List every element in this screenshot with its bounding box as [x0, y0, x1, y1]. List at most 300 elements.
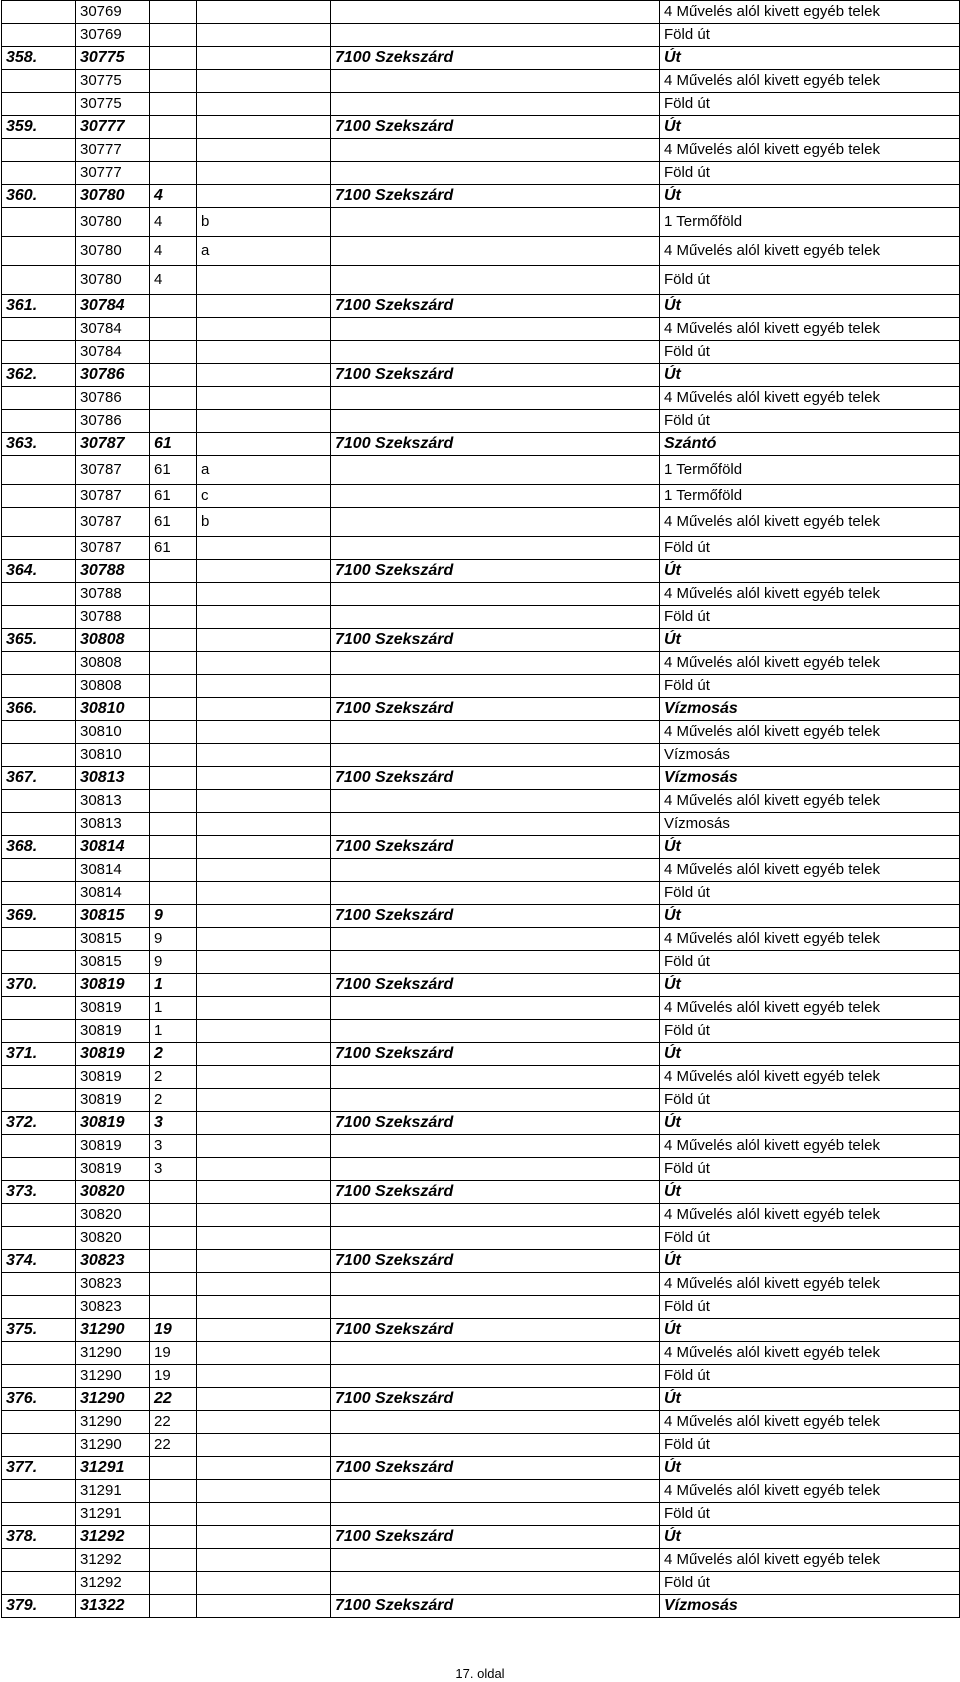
land-use: Vízmosás [660, 744, 960, 767]
parcel-number: 30775 [76, 47, 150, 70]
parcel-number: 30814 [76, 836, 150, 859]
item-number-empty [2, 208, 76, 237]
item-number-empty [2, 1365, 76, 1388]
parcel-number: 30819 [76, 997, 150, 1020]
parcel-spacer [197, 974, 331, 997]
parcel-sub-a [150, 767, 197, 790]
land-use: Út [660, 974, 960, 997]
parcel-number: 30815 [76, 951, 150, 974]
item-number: 371. [2, 1043, 76, 1066]
location-empty [331, 318, 660, 341]
location-empty [331, 721, 660, 744]
location-empty [331, 537, 660, 560]
parcel-sub-a [150, 318, 197, 341]
land-use: 1 Termőföld [660, 485, 960, 508]
parcel-number: 30815 [76, 928, 150, 951]
land-use: Föld út [660, 951, 960, 974]
parcel-sub-b [197, 1342, 331, 1365]
parcel-spacer [197, 433, 331, 456]
parcel-number: 30787 [76, 433, 150, 456]
parcel-header-row [2, 433, 960, 456]
land-use: Föld út [660, 537, 960, 560]
item-number-empty [2, 24, 76, 47]
parcel-number: 30823 [76, 1296, 150, 1319]
parcel-number: 30787 [76, 456, 150, 485]
parcel-header-row [2, 185, 960, 208]
parcel-number: 30780 [76, 185, 150, 208]
item-number-empty [2, 1572, 76, 1595]
parcel-sub-a [150, 70, 197, 93]
item-number-empty [2, 1342, 76, 1365]
item-number-empty [2, 387, 76, 410]
land-use: Út [660, 1112, 960, 1135]
item-number: 358. [2, 47, 76, 70]
item-number-empty [2, 1273, 76, 1296]
parcel-sub-a [150, 364, 197, 387]
item-number-empty [2, 70, 76, 93]
parcel-number: 31290 [76, 1319, 150, 1342]
parcel-spacer [197, 1250, 331, 1273]
item-number-empty [2, 508, 76, 537]
parcel-number: 31292 [76, 1526, 150, 1549]
location-empty [331, 652, 660, 675]
parcel-number: 31292 [76, 1572, 150, 1595]
location: 7100 Szekszárd [331, 1112, 660, 1135]
parcel-number: 30808 [76, 629, 150, 652]
parcel-sub-a: 61 [150, 508, 197, 537]
parcel-sub-a [150, 882, 197, 905]
parcel-number: 30814 [76, 859, 150, 882]
parcel-detail-row [2, 139, 960, 162]
parcel-sub-a [150, 859, 197, 882]
parcel-sub-a: 3 [150, 1158, 197, 1181]
parcel-sub-b [197, 341, 331, 364]
parcel-header-row [2, 560, 960, 583]
parcel-sub-b [197, 882, 331, 905]
parcel-spacer [197, 767, 331, 790]
parcel-detail-row [2, 208, 960, 237]
parcel-sub-a: 22 [150, 1434, 197, 1457]
land-use: Föld út [660, 1572, 960, 1595]
parcel-number: 30810 [76, 698, 150, 721]
item-number-empty [2, 721, 76, 744]
parcel-sub-a [150, 1480, 197, 1503]
land-use: 4 Művelés alól kivett egyéb telek [660, 1480, 960, 1503]
parcel-sub-b: a [197, 237, 331, 266]
location: 7100 Szekszárd [331, 364, 660, 387]
parcel-sub-b [197, 1020, 331, 1043]
location-empty [331, 882, 660, 905]
land-use: 1 Termőföld [660, 456, 960, 485]
parcel-sub-b [197, 1434, 331, 1457]
parcel-spacer [197, 1457, 331, 1480]
land-use: Föld út [660, 1227, 960, 1250]
land-use: 4 Művelés alól kivett egyéb telek [660, 1549, 960, 1572]
land-use: Út [660, 1457, 960, 1480]
location: 7100 Szekszárd [331, 116, 660, 139]
parcel-detail-row [2, 93, 960, 116]
land-use: Út [660, 560, 960, 583]
item-number: 374. [2, 1250, 76, 1273]
parcel-detail-row [2, 928, 960, 951]
land-use: Föld út [660, 675, 960, 698]
location: 7100 Szekszárd [331, 1388, 660, 1411]
parcel-sub-a [150, 1181, 197, 1204]
item-number: 359. [2, 116, 76, 139]
parcel-sub-a: 3 [150, 1135, 197, 1158]
land-use: Út [660, 836, 960, 859]
item-number: 373. [2, 1181, 76, 1204]
parcel-sub-a [150, 162, 197, 185]
item-number-empty [2, 93, 76, 116]
parcel-sub-b [197, 1411, 331, 1434]
location-empty [331, 1434, 660, 1457]
location: 7100 Szekszárd [331, 1457, 660, 1480]
location: 7100 Szekszárd [331, 1595, 660, 1618]
item-number: 375. [2, 1319, 76, 1342]
parcel-sub-b [197, 790, 331, 813]
parcel-sub-b [197, 721, 331, 744]
item-number: 377. [2, 1457, 76, 1480]
item-number: 364. [2, 560, 76, 583]
parcel-header-row [2, 629, 960, 652]
land-use: Vízmosás [660, 1595, 960, 1618]
location-empty [331, 928, 660, 951]
land-use: Út [660, 1250, 960, 1273]
parcel-sub-b [197, 675, 331, 698]
land-use: Föld út [660, 1089, 960, 1112]
parcel-sub-b [197, 1227, 331, 1250]
item-number-empty [2, 882, 76, 905]
land-use: Út [660, 1181, 960, 1204]
land-use: 4 Művelés alól kivett egyéb telek [660, 721, 960, 744]
parcel-sub-a [150, 341, 197, 364]
location-empty [331, 1020, 660, 1043]
parcel-sub-a [150, 387, 197, 410]
parcel-number: 30819 [76, 1066, 150, 1089]
parcel-header-row [2, 698, 960, 721]
land-use: 4 Művelés alól kivett egyéb telek [660, 1066, 960, 1089]
location: 7100 Szekszárd [331, 767, 660, 790]
parcel-sub-b [197, 93, 331, 116]
parcel-spacer [197, 836, 331, 859]
item-number: 366. [2, 698, 76, 721]
land-use: Föld út [660, 1365, 960, 1388]
land-use: 4 Művelés alól kivett egyéb telek [660, 583, 960, 606]
parcel-sub-b [197, 583, 331, 606]
item-number: 372. [2, 1112, 76, 1135]
parcel-sub-a: 2 [150, 1089, 197, 1112]
parcel-header-row [2, 1250, 960, 1273]
parcel-detail-row [2, 1135, 960, 1158]
parcel-detail-row [2, 951, 960, 974]
parcel-sub-a [150, 813, 197, 836]
parcel-number: 30788 [76, 606, 150, 629]
location-empty [331, 1158, 660, 1181]
item-number-empty [2, 951, 76, 974]
parcel-spacer [197, 116, 331, 139]
parcel-number: 30808 [76, 652, 150, 675]
location-empty [331, 675, 660, 698]
parcel-detail-row [2, 70, 960, 93]
parcel-detail-row [2, 162, 960, 185]
parcel-number: 30819 [76, 1158, 150, 1181]
parcel-header-row [2, 1595, 960, 1618]
parcel-table [1, 0, 960, 1618]
parcel-sub-a [150, 295, 197, 318]
location: 7100 Szekszárd [331, 974, 660, 997]
item-number-empty [2, 997, 76, 1020]
location-empty [331, 790, 660, 813]
location-empty [331, 1572, 660, 1595]
parcel-number: 31290 [76, 1342, 150, 1365]
parcel-sub-b [197, 1204, 331, 1227]
parcel-detail-row [2, 387, 960, 410]
parcel-number: 30780 [76, 237, 150, 266]
parcel-sub-a: 61 [150, 537, 197, 560]
parcel-detail-row [2, 485, 960, 508]
parcel-spacer [197, 1388, 331, 1411]
parcel-sub-b [197, 1, 331, 24]
land-use: 4 Művelés alól kivett egyéb telek [660, 790, 960, 813]
parcel-header-row [2, 1526, 960, 1549]
parcel-detail-row [2, 1296, 960, 1319]
parcel-sub-a [150, 24, 197, 47]
land-use: 4 Művelés alól kivett egyéb telek [660, 1273, 960, 1296]
parcel-detail-row [2, 1342, 960, 1365]
parcel-header-row [2, 116, 960, 139]
location-empty [331, 1342, 660, 1365]
parcel-detail-row [2, 1227, 960, 1250]
parcel-number: 30810 [76, 721, 150, 744]
parcel-sub-b [197, 387, 331, 410]
parcel-number: 30784 [76, 295, 150, 318]
parcel-number: 31291 [76, 1457, 150, 1480]
location-empty [331, 1, 660, 24]
item-number: 361. [2, 295, 76, 318]
parcel-sub-a: 9 [150, 928, 197, 951]
parcel-sub-a: 22 [150, 1411, 197, 1434]
location-empty [331, 1365, 660, 1388]
item-number-empty [2, 318, 76, 341]
location-empty [331, 583, 660, 606]
land-use: Út [660, 185, 960, 208]
parcel-header-row [2, 295, 960, 318]
parcel-number: 30813 [76, 790, 150, 813]
parcel-sub-b [197, 1273, 331, 1296]
page-number: 17. oldal [455, 1666, 505, 1681]
parcel-sub-b [197, 1158, 331, 1181]
parcel-header-row [2, 1319, 960, 1342]
location: 7100 Szekszárd [331, 698, 660, 721]
parcel-sub-b [197, 1089, 331, 1112]
parcel-detail-row [2, 1549, 960, 1572]
item-number-empty [2, 1020, 76, 1043]
location: 7100 Szekszárd [331, 1181, 660, 1204]
item-number-empty [2, 1549, 76, 1572]
item-number-empty [2, 1503, 76, 1526]
land-use: Föld út [660, 1296, 960, 1319]
parcel-spacer [197, 1319, 331, 1342]
parcel-header-row [2, 1457, 960, 1480]
parcel-sub-b: c [197, 485, 331, 508]
land-use: Út [660, 295, 960, 318]
parcel-spacer [197, 629, 331, 652]
location: 7100 Szekszárd [331, 433, 660, 456]
land-use: Föld út [660, 341, 960, 364]
parcel-sub-a: 22 [150, 1388, 197, 1411]
parcel-detail-row [2, 1365, 960, 1388]
land-use: Föld út [660, 266, 960, 295]
land-use: Vízmosás [660, 767, 960, 790]
parcel-detail-row [2, 1480, 960, 1503]
parcel-sub-a: 2 [150, 1066, 197, 1089]
location-empty [331, 1503, 660, 1526]
parcel-sub-a [150, 675, 197, 698]
parcel-number: 30823 [76, 1250, 150, 1273]
parcel-sub-a: 1 [150, 974, 197, 997]
parcel-detail-row [2, 1, 960, 24]
location-empty [331, 606, 660, 629]
parcel-detail-row [2, 1158, 960, 1181]
parcel-sub-b [197, 1549, 331, 1572]
parcel-number: 31292 [76, 1549, 150, 1572]
parcel-number: 31290 [76, 1388, 150, 1411]
parcel-sub-a: 4 [150, 237, 197, 266]
parcel-number: 31291 [76, 1503, 150, 1526]
location: 7100 Szekszárd [331, 1526, 660, 1549]
parcel-sub-a [150, 698, 197, 721]
land-use: 4 Művelés alól kivett egyéb telek [660, 1135, 960, 1158]
item-number-empty [2, 1135, 76, 1158]
parcel-sub-a: 61 [150, 485, 197, 508]
parcel-sub-b [197, 1503, 331, 1526]
parcel-sub-a: 4 [150, 266, 197, 295]
parcel-sub-a: 19 [150, 1319, 197, 1342]
parcel-number: 30788 [76, 560, 150, 583]
item-number-empty [2, 790, 76, 813]
parcel-number: 30787 [76, 485, 150, 508]
parcel-detail-row [2, 456, 960, 485]
parcel-number: 30819 [76, 1089, 150, 1112]
parcel-sub-a: 4 [150, 185, 197, 208]
item-number-empty [2, 237, 76, 266]
parcel-sub-b [197, 537, 331, 560]
parcel-sub-a: 9 [150, 951, 197, 974]
item-number: 365. [2, 629, 76, 652]
parcel-number: 30777 [76, 139, 150, 162]
parcel-header-row [2, 974, 960, 997]
parcel-table-body [2, 1, 960, 1618]
location: 7100 Szekszárd [331, 836, 660, 859]
parcel-sub-a [150, 1296, 197, 1319]
parcel-sub-a: 2 [150, 1043, 197, 1066]
parcel-sub-a [150, 721, 197, 744]
parcel-sub-b [197, 1572, 331, 1595]
location: 7100 Szekszárd [331, 905, 660, 928]
parcel-sub-b [197, 1135, 331, 1158]
land-use: 1 Termőföld [660, 208, 960, 237]
location-empty [331, 1066, 660, 1089]
location-empty [331, 237, 660, 266]
land-use: 4 Művelés alól kivett egyéb telek [660, 652, 960, 675]
parcel-detail-row [2, 1066, 960, 1089]
land-use: Föld út [660, 1434, 960, 1457]
item-number-empty [2, 1158, 76, 1181]
parcel-sub-b [197, 70, 331, 93]
parcel-header-row [2, 767, 960, 790]
parcel-spacer [197, 295, 331, 318]
parcel-detail-row [2, 1020, 960, 1043]
parcel-number: 31290 [76, 1365, 150, 1388]
location-empty [331, 162, 660, 185]
land-use: 4 Művelés alól kivett egyéb telek [660, 928, 960, 951]
parcel-sub-a [150, 790, 197, 813]
parcel-number: 30775 [76, 70, 150, 93]
location: 7100 Szekszárd [331, 1250, 660, 1273]
parcel-number: 31291 [76, 1480, 150, 1503]
item-number-empty [2, 537, 76, 560]
parcel-spacer [197, 185, 331, 208]
parcel-sub-b [197, 928, 331, 951]
parcel-number: 30769 [76, 24, 150, 47]
parcel-detail-row [2, 744, 960, 767]
location-empty [331, 93, 660, 116]
parcel-sub-a [150, 583, 197, 606]
parcel-detail-row [2, 790, 960, 813]
parcel-sub-b [197, 1066, 331, 1089]
location-empty [331, 1296, 660, 1319]
item-number: 363. [2, 433, 76, 456]
land-use: 4 Művelés alól kivett egyéb telek [660, 1411, 960, 1434]
location-empty [331, 1411, 660, 1434]
land-use: Föld út [660, 1503, 960, 1526]
parcel-spacer [197, 1595, 331, 1618]
item-number: 376. [2, 1388, 76, 1411]
location-empty [331, 508, 660, 537]
item-number: 378. [2, 1526, 76, 1549]
parcel-sub-a [150, 1250, 197, 1273]
parcel-header-row [2, 364, 960, 387]
land-use: Út [660, 905, 960, 928]
parcel-detail-row [2, 583, 960, 606]
parcel-sub-b [197, 162, 331, 185]
parcel-number: 30819 [76, 1112, 150, 1135]
location-empty [331, 813, 660, 836]
parcel-number: 30820 [76, 1181, 150, 1204]
land-use: Vízmosás [660, 698, 960, 721]
land-use: 4 Művelés alól kivett egyéb telek [660, 387, 960, 410]
land-use: Föld út [660, 882, 960, 905]
parcel-spacer [197, 1526, 331, 1549]
parcel-sub-a [150, 1572, 197, 1595]
land-use: Út [660, 47, 960, 70]
parcel-sub-b [197, 652, 331, 675]
location-empty [331, 24, 660, 47]
land-use: Út [660, 1043, 960, 1066]
land-use: 4 Művelés alól kivett egyéb telek [660, 1342, 960, 1365]
parcel-number: 30780 [76, 208, 150, 237]
parcel-sub-a [150, 47, 197, 70]
parcel-number: 30786 [76, 364, 150, 387]
parcel-sub-a: 61 [150, 433, 197, 456]
item-number: 370. [2, 974, 76, 997]
parcel-sub-b: a [197, 456, 331, 485]
land-use: 4 Művelés alól kivett egyéb telek [660, 508, 960, 537]
parcel-number: 30819 [76, 974, 150, 997]
parcel-header-row [2, 905, 960, 928]
parcel-sub-a: 3 [150, 1112, 197, 1135]
